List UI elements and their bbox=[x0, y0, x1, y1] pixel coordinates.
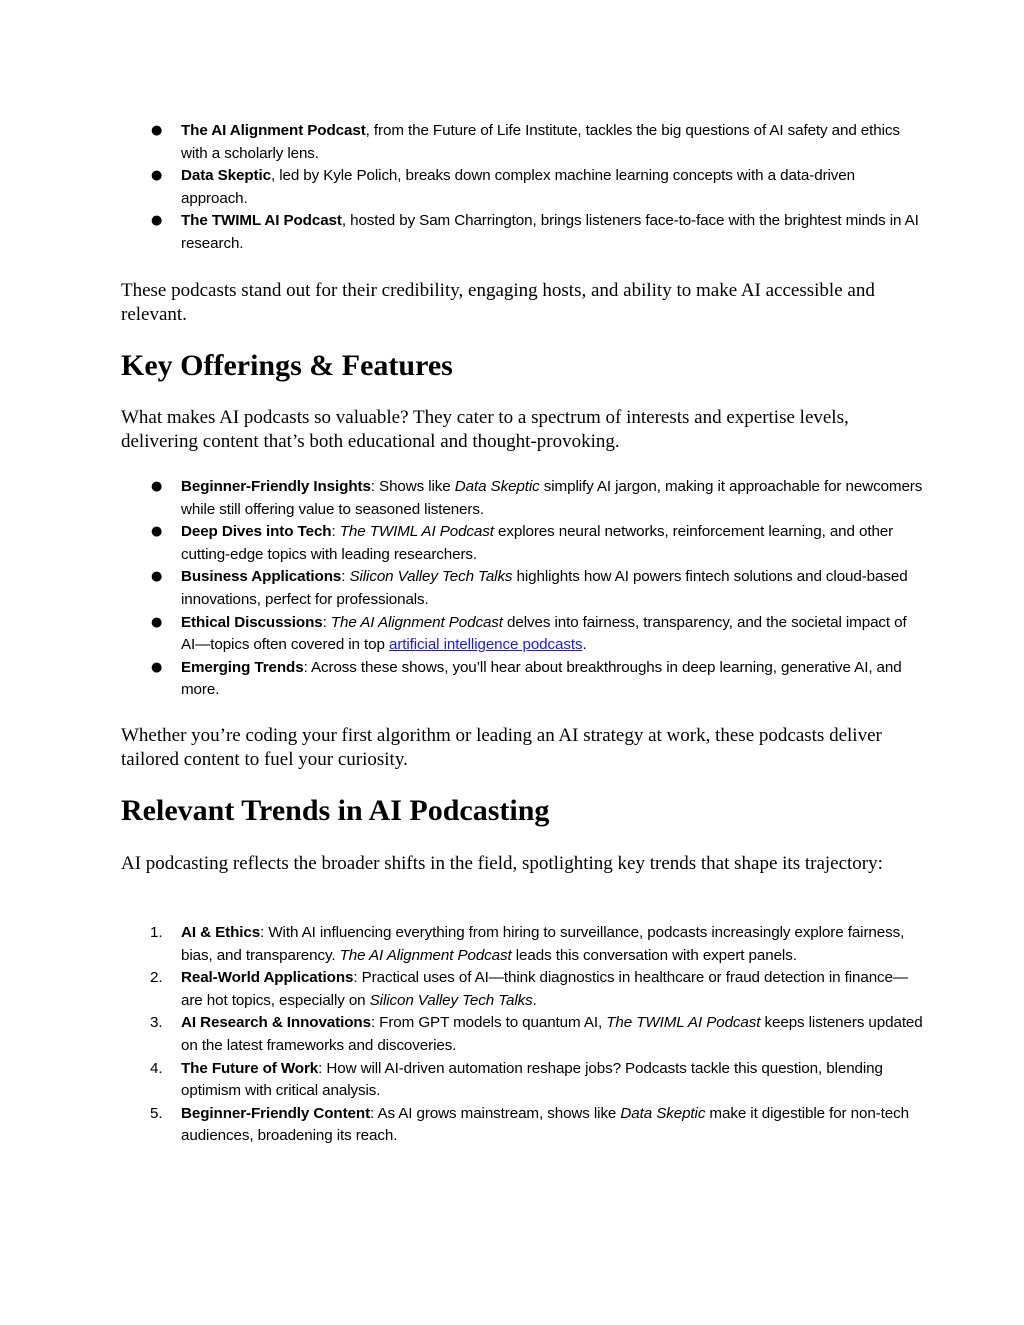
list-item bbox=[0, 521, 1024, 566]
list-item bbox=[0, 922, 1024, 967]
list-item-text: delves into fairness, transparency, and the societal impact of AI—topics often covered in top bbox=[181, 613, 907, 654]
list-item bbox=[0, 210, 1024, 255]
list-item bbox=[0, 612, 1024, 657]
list-item bbox=[0, 967, 1024, 1012]
list-item-text: : Shows like bbox=[370, 478, 455, 495]
list-item-text: : bbox=[331, 523, 340, 541]
list-item bbox=[0, 120, 1024, 165]
bullet-icon: ● bbox=[151, 569, 163, 585]
list-item-text: highlights how AI powers fintech solutions and cloud-based innovations, perfect for professionals. bbox=[181, 568, 908, 608]
trend-name: AI Research & Innovations bbox=[181, 1014, 371, 1032]
paragraph: AI podcasting reflects the broader shifts in the field, spotlighting key trends that shape its trajectory: bbox=[121, 853, 883, 874]
podcast-name: Data Skeptic bbox=[181, 167, 271, 185]
feature-name: Deep Dives into Tech bbox=[181, 523, 332, 541]
list-item bbox=[0, 566, 1024, 611]
list-item bbox=[0, 657, 1024, 702]
list-item-text: : Practical uses of AI—think diagnostics in healthcare or fraud detection in finance—are hot topics, especially on bbox=[181, 969, 908, 1009]
list-item bbox=[0, 165, 1024, 210]
list-item bbox=[0, 1058, 1024, 1103]
podcast-title: Data Skeptic bbox=[620, 1104, 706, 1122]
trend-name: The Future of Work bbox=[181, 1059, 319, 1077]
list-number: 5. bbox=[150, 1104, 163, 1122]
bullet-icon: ● bbox=[151, 168, 163, 184]
list-item-text: make it digestible for non-tech audiences, broadening its reach. bbox=[181, 1104, 909, 1145]
list-item-text: : bbox=[322, 613, 331, 631]
list-item-text: , led by Kyle Polich, breaks down complex machine learning concepts with a data-driven approach. bbox=[181, 167, 855, 207]
list-item bbox=[0, 1103, 1024, 1148]
podcast-title: The AI Alignment Podcast bbox=[339, 946, 512, 964]
trends-list bbox=[0, 922, 1024, 1148]
feature-name: Beginner-Friendly Insights bbox=[181, 478, 371, 495]
podcast-name: The TWIML AI Podcast bbox=[181, 212, 342, 230]
trend-name: AI & Ethics bbox=[181, 924, 261, 941]
podcast-list bbox=[0, 120, 1024, 256]
list-item-text: : bbox=[341, 568, 350, 586]
podcast-title: Data Skeptic bbox=[454, 478, 540, 495]
section-heading: Relevant Trends in AI Podcasting bbox=[121, 794, 550, 827]
list-item-text: keeps listeners updated on the latest frameworks and discoveries. bbox=[181, 1014, 923, 1054]
feature-name: Emerging Trends bbox=[181, 658, 304, 676]
list-item-text: . bbox=[582, 636, 587, 654]
paragraph: These podcasts stand out for their credibility, engaging hosts, and ability to make AI accessible and relevant. bbox=[121, 280, 875, 325]
bullet-icon: ● bbox=[151, 659, 163, 675]
podcast-title: Silicon Valley Tech Talks bbox=[349, 568, 513, 586]
podcast-title: The TWIML AI Podcast bbox=[606, 1014, 761, 1032]
bullet-icon: ● bbox=[151, 479, 163, 494]
feature-name: Ethical Discussions bbox=[181, 613, 323, 631]
list-item bbox=[0, 476, 1024, 521]
bullet-icon: ● bbox=[151, 123, 163, 138]
list-item-text: . bbox=[532, 991, 537, 1009]
list-item-text: simplify AI jargon, making it approachable for newcomers while still offering value to seasoned listeners. bbox=[181, 478, 923, 518]
ai-podcasts-link[interactable]: artificial intelligence podcasts bbox=[388, 636, 583, 654]
list-item-text: , hosted by Sam Charrington, brings listeners face-to-face with the brightest minds in AI research. bbox=[181, 212, 919, 252]
podcast-name: The AI Alignment Podcast bbox=[181, 122, 366, 139]
list-item bbox=[0, 1012, 1024, 1057]
list-item-text: : As AI grows mainstream, shows like bbox=[370, 1104, 621, 1122]
list-number: 2. bbox=[150, 969, 163, 987]
paragraph: Whether you’re coding your first algorithm or leading an AI strategy at work, these podcasts deliver tailored content to fuel your curiosity. bbox=[121, 725, 882, 770]
list-number: 3. bbox=[150, 1014, 163, 1032]
list-item-text: explores neural networks, reinforcement learning, and other cutting-edge topics with leading researchers. bbox=[181, 523, 894, 563]
section-heading: Key Offerings & Features bbox=[121, 349, 453, 382]
list-number: 1. bbox=[150, 924, 163, 941]
list-item-text: : How will AI-driven automation reshape jobs? Podcasts tackle this question, blending optimism with critical analysis. bbox=[181, 1059, 883, 1100]
list-item-text: : Across these shows, you’ll hear about breakthroughs in deep learning, generative AI, and more. bbox=[181, 658, 902, 699]
paragraph: What makes AI podcasts so valuable? They cater to a spectrum of interests and expertise levels, delivering content that’s both educational and thought-provoking. bbox=[121, 407, 849, 452]
trend-name: Beginner-Friendly Content bbox=[181, 1104, 371, 1122]
bullet-icon: ● bbox=[151, 614, 163, 630]
bullet-icon: ● bbox=[151, 213, 163, 229]
list-item-text: : With AI influencing everything from hiring to surveillance, podcasts increasingly explore fairness, bias, and transparency. bbox=[181, 924, 905, 964]
feature-name: Business Applications bbox=[181, 568, 342, 586]
list-item-text: : From GPT models to quantum AI, bbox=[370, 1014, 607, 1032]
trend-name: Real-World Applications bbox=[181, 969, 354, 987]
features-list bbox=[0, 476, 1024, 702]
list-item-text: leads this conversation with expert panels. bbox=[511, 946, 797, 964]
bullet-icon: ● bbox=[151, 524, 163, 540]
list-item-text: , from the Future of Life Institute, tackles the big questions of AI safety and ethics with a scholarly lens. bbox=[181, 122, 900, 162]
podcast-title: The TWIML AI Podcast bbox=[339, 523, 494, 541]
podcast-title: Silicon Valley Tech Talks bbox=[369, 991, 533, 1009]
list-number: 4. bbox=[150, 1059, 163, 1077]
podcast-title: The AI Alignment Podcast bbox=[330, 613, 503, 631]
